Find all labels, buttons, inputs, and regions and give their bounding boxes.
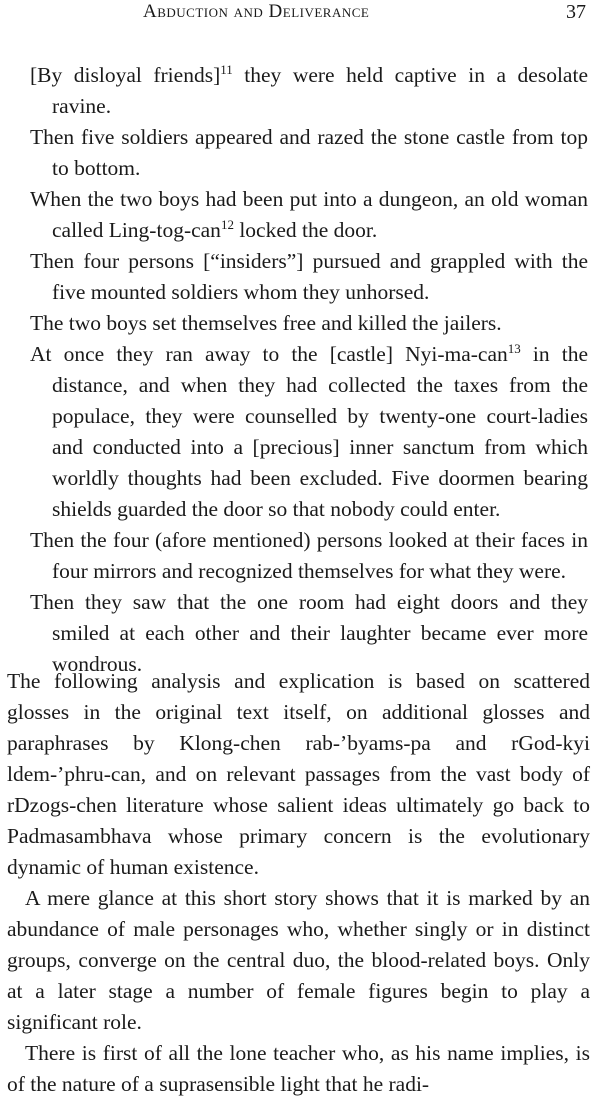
story-paragraph: Then they saw that the one room had eight doors and they smiled at each other and their laughter became ever more wondrous.	[30, 590, 588, 676]
story-paragraph: At once they ran away to the [castle] Nyi-ma-can$^{13}$ in the distance, and when they had collected the taxes from the populace, they were counselled by twenty-one court-ladies and conducted into a [precious] inner sanctum from which worldly thoughts had been excluded. Five doormen bearing shields guarded the door so that nobody could enter.	[30, 340, 588, 521]
body-paragraph: The following analysis and explication is based on scattered glosses in the original text itself, on additional glosses and paraphrases by Klong-chen rab-’byams-pa and rGod-kyi ldem-’phru-can, and on relevant passages from the vast body of rDzogs-chen literature whose salient ideas ultimately go back to Padmasambhava whose primary concern is the evolutionary dynamic of human existence.	[7, 669, 590, 879]
story-paragraph: [By disloyal friends]$^{11}$ they were held captive in a desolate ravine.	[30, 61, 588, 118]
story-block	[30, 60, 588, 680]
footnote-ref: 11	[220, 61, 233, 77]
story-paragraph: Then five soldiers appeared and razed the stone castle from top to bottom.	[30, 125, 588, 180]
running-head: Abduction and Deliverance	[143, 1, 370, 22]
story-paragraph: Then four persons [“insiders”] pursued and grappled with the five mounted soldiers whom they unhorsed.	[30, 249, 588, 304]
footnote-ref: 13	[507, 340, 521, 356]
body-paragraph: A mere glance at this short story shows that it is marked by an abundance of male personages who, whether singly or in distinct groups, converge on the central duo, the blood-related boys. Only at a later stage a number of female figures begin to play a significant role.	[7, 886, 590, 1034]
story-paragraph: When the two boys had been put into a dungeon, an old woman called Ling-tog-can$^{12}$ locked the door.	[30, 187, 588, 242]
page-number: 37	[566, 1, 586, 23]
analysis-block	[7, 666, 590, 1100]
story-paragraph: The two boys set themselves free and killed the jailers.	[30, 311, 502, 335]
story-paragraph: Then the four (afore mentioned) persons looked at their faces in four mirrors and recognized themselves for what they were.	[30, 528, 588, 583]
footnote-ref: 12	[220, 216, 234, 232]
body-paragraph: There is first of all the lone teacher who, as his name implies, is of the nature of a suprasensible light that he radi-	[7, 1041, 590, 1096]
